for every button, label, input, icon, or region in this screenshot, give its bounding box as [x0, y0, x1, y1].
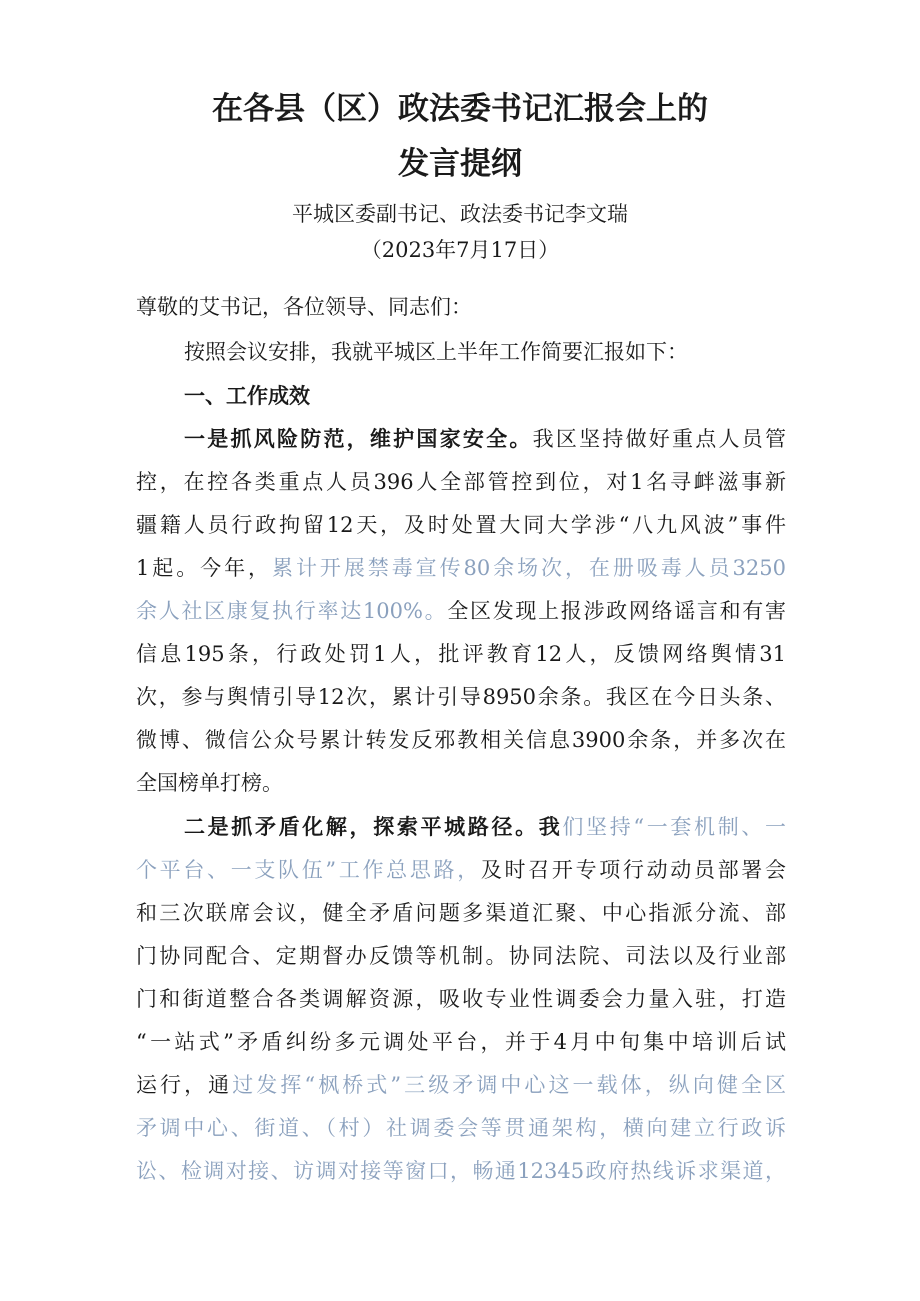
faint-text: 个平台、一支队伍”工作总思路， [136, 858, 481, 882]
document-title-line-1: 在各县（区）政法委书记汇报会上的 [212, 91, 708, 127]
faint-text: 余人社区康复执行率达100%。 [136, 599, 448, 623]
paragraph-line: 疆籍人员行政拘留12天，及时处置大同大学涉“八九风波”事件 [136, 513, 786, 537]
paragraph-text: 运行，通 [136, 1073, 233, 1097]
paragraph-line: 控，在控各类重点人员396人全部管控到位，对1名寻衅滋事新 [136, 470, 786, 494]
paragraph-line: 信息195条，行政处罚1人，批评教育12人，反馈网络舆情31 [136, 642, 786, 666]
paragraph-line: 全国榜单打榜。 [136, 771, 283, 795]
section-heading: 一、工作成效 [184, 384, 310, 408]
faint-text: 过发挥“枫桥式”三级矛调中心这一载体，纵向健全区 [232, 1073, 786, 1097]
paragraph-line: 矛调中心、街道、（村）社调委会等贯通架构，横向建立行政诉 [136, 1116, 786, 1140]
paragraph-text: 1起。今年， [136, 556, 272, 580]
paragraph-text: 及时召开专项行动动员部署会 [480, 858, 786, 882]
faint-text: 们坚持“一套机制、一 [562, 815, 786, 839]
paragraph-line: 门协同配合、定期督办反馈等机制。协同法院、司法以及行业部 [136, 944, 786, 968]
paragraph-line [136, 856, 786, 884]
paragraph-lead: 一是抓风险防范，维护国家安全。 [184, 427, 533, 451]
paragraph-line [184, 425, 786, 453]
paragraph-line [136, 597, 786, 625]
faint-text: 累计开展禁毒宣传80余场次，在册吸毒人员3250 [272, 556, 786, 580]
paragraph-lead: 二是抓矛盾化解，探索平城路径。我 [184, 815, 563, 839]
paragraph-text: 全区发现上报涉政网络谣言和有害 [447, 599, 786, 623]
paragraph-line: 门和街道整合各类调解资源，吸收专业性调委会力量入驻，打造 [136, 987, 786, 1011]
author-line: 平城区委副书记、政法委书记李文瑞 [292, 202, 628, 226]
paragraph-line: 次，参与舆情引导12次，累计引导8950余条。我区在今日头条、 [136, 685, 786, 709]
paragraph-line [136, 1071, 786, 1099]
paragraph-line: 和三次联席会议，健全矛盾问题多渠道汇聚、中心指派分流、部 [136, 901, 786, 925]
document-title-line-2: 发言提纲 [398, 146, 522, 182]
paragraph-line [136, 554, 786, 582]
intro-paragraph: 按照会议安排，我就平城区上半年工作简要汇报如下： [184, 340, 688, 364]
paragraph-line: 微博、微信公众号累计转发反邪教相关信息3900余条，并多次在 [136, 728, 786, 752]
paragraph-line: 讼、检调对接、访调对接等窗口，畅通12345政府热线诉求渠道， [136, 1159, 786, 1183]
paragraph-text: 我区坚持做好重点人员管 [532, 427, 787, 451]
paragraph-line: “一站式”矛盾纠纷多元调处平台，并于4月中旬集中培训后试 [136, 1030, 786, 1054]
paragraph-line [184, 813, 786, 841]
salutation: 尊敬的艾书记，各位领导、同志们： [136, 295, 472, 319]
date-line: （2023年7月17日） [360, 238, 560, 262]
